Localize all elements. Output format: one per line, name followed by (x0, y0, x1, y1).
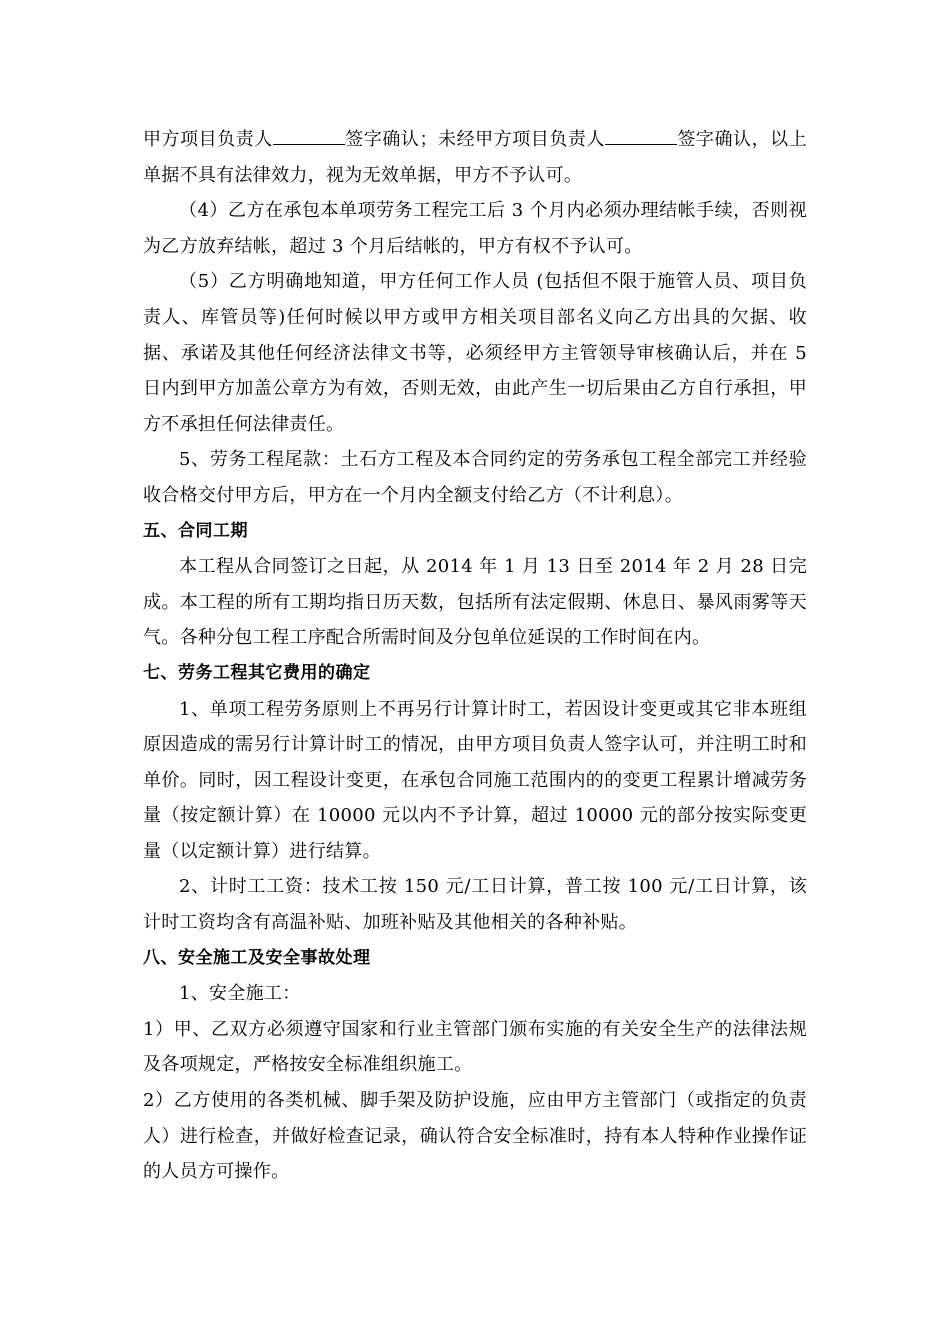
paragraph-settlement-deadline: （4）乙方在承包本单项劳务工程完工后 3 个月内必须办理结帐手续，否则视为乙方放弃结帐，超过 3 个月后结帐的，甲方有权不予认可。 (143, 200, 807, 257)
paragraph-hourly-work: 1、单项工程劳务原则上不再另行计算计时工，若因设计变更或其它非本班组原因造成的需另行计算计时工的情况，由甲方项目负责人签字认可，并注明工时和单价。同时，因工程设计变更，在承包合同施工范围内的的变更工程累计增减劳务量（按定额计算）在 10000 元以内不予计算，超过 10000 元的部分按实际变更量（以定额计算）进行结算。 (143, 698, 807, 862)
paragraph-text: 甲方项目负责人 (143, 129, 273, 150)
paragraph-safety-title: 1、安全施工： (179, 983, 301, 1005)
document-body (143, 122, 807, 1190)
signature-blank (273, 130, 345, 145)
paragraph-hourly-wage: 2、计时工工资：技术工按 150 元/工日计算，普工按 100 元/工日计算，该计时工资均含有高温补贴、加班补贴及其他相关的各种补贴。 (143, 876, 807, 934)
paragraph-signature-confirmation (143, 122, 807, 193)
paragraph-safety-rule-1: 1）甲、乙双方必须遵守国家和行业主管部门颁布实施的有关安全生产的法律法规及各项规定，严格按安全标准组织施工。 (143, 1018, 807, 1076)
paragraph-text: 签字确认；未经甲方项目负责人 (344, 129, 606, 150)
paragraph-contract-period: 本工程从合同签订之日起，从 2014 年 1 月 13 日至 2014 年 2 月 28 日完成。本工程的所有工期均指日历天数，包括所有法定假期、休息日、暴风雨雾等天气。各种分包工程工序配合所需时间及分包单位延误的工作时间在内。 (143, 556, 807, 649)
section-heading-contract-period: 五、合同工期 (143, 520, 248, 541)
section-heading-other-costs: 七、劳务工程其它费用的确定 (143, 662, 371, 683)
section-heading-safety: 八、安全施工及安全事故处理 (143, 947, 371, 968)
paragraph-staff-documents: （5）乙方明确地知道，甲方任何工作人员 (包括但不限于施管人员、项目负责人、库管员等)任何时候以甲方或甲方相关项目部名义向乙方出具的欠据、收据、承诺及其他任何经济法律文书等，必须经甲方主管领导审核确认后，并在 5 日内到甲方加盖公章方为有效，否则无效，由此产生一切后果由乙方自行承担，甲方不承担任何法律责任。 (143, 271, 807, 435)
paragraph-text: 签字确认，以上单据不具有法律效力，视为无效单据，甲方不予认可。 (143, 129, 807, 186)
paragraph-final-payment: 5、劳务工程尾款：土石方工程及本合同约定的劳务承包工程全部完工并经验收合格交付甲方后，甲方在一个月内全额支付给乙方（不计利息）。 (143, 449, 807, 506)
paragraph-safety-rule-2: 2）乙方使用的各类机械、脚手架及防护设施，应由甲方主管部门（或指定的负责人）进行检查，并做好检查记录，确认符合安全标准时，持有本人特种作业操作证的人员方可操作。 (143, 1090, 807, 1183)
signature-blank (605, 130, 677, 145)
